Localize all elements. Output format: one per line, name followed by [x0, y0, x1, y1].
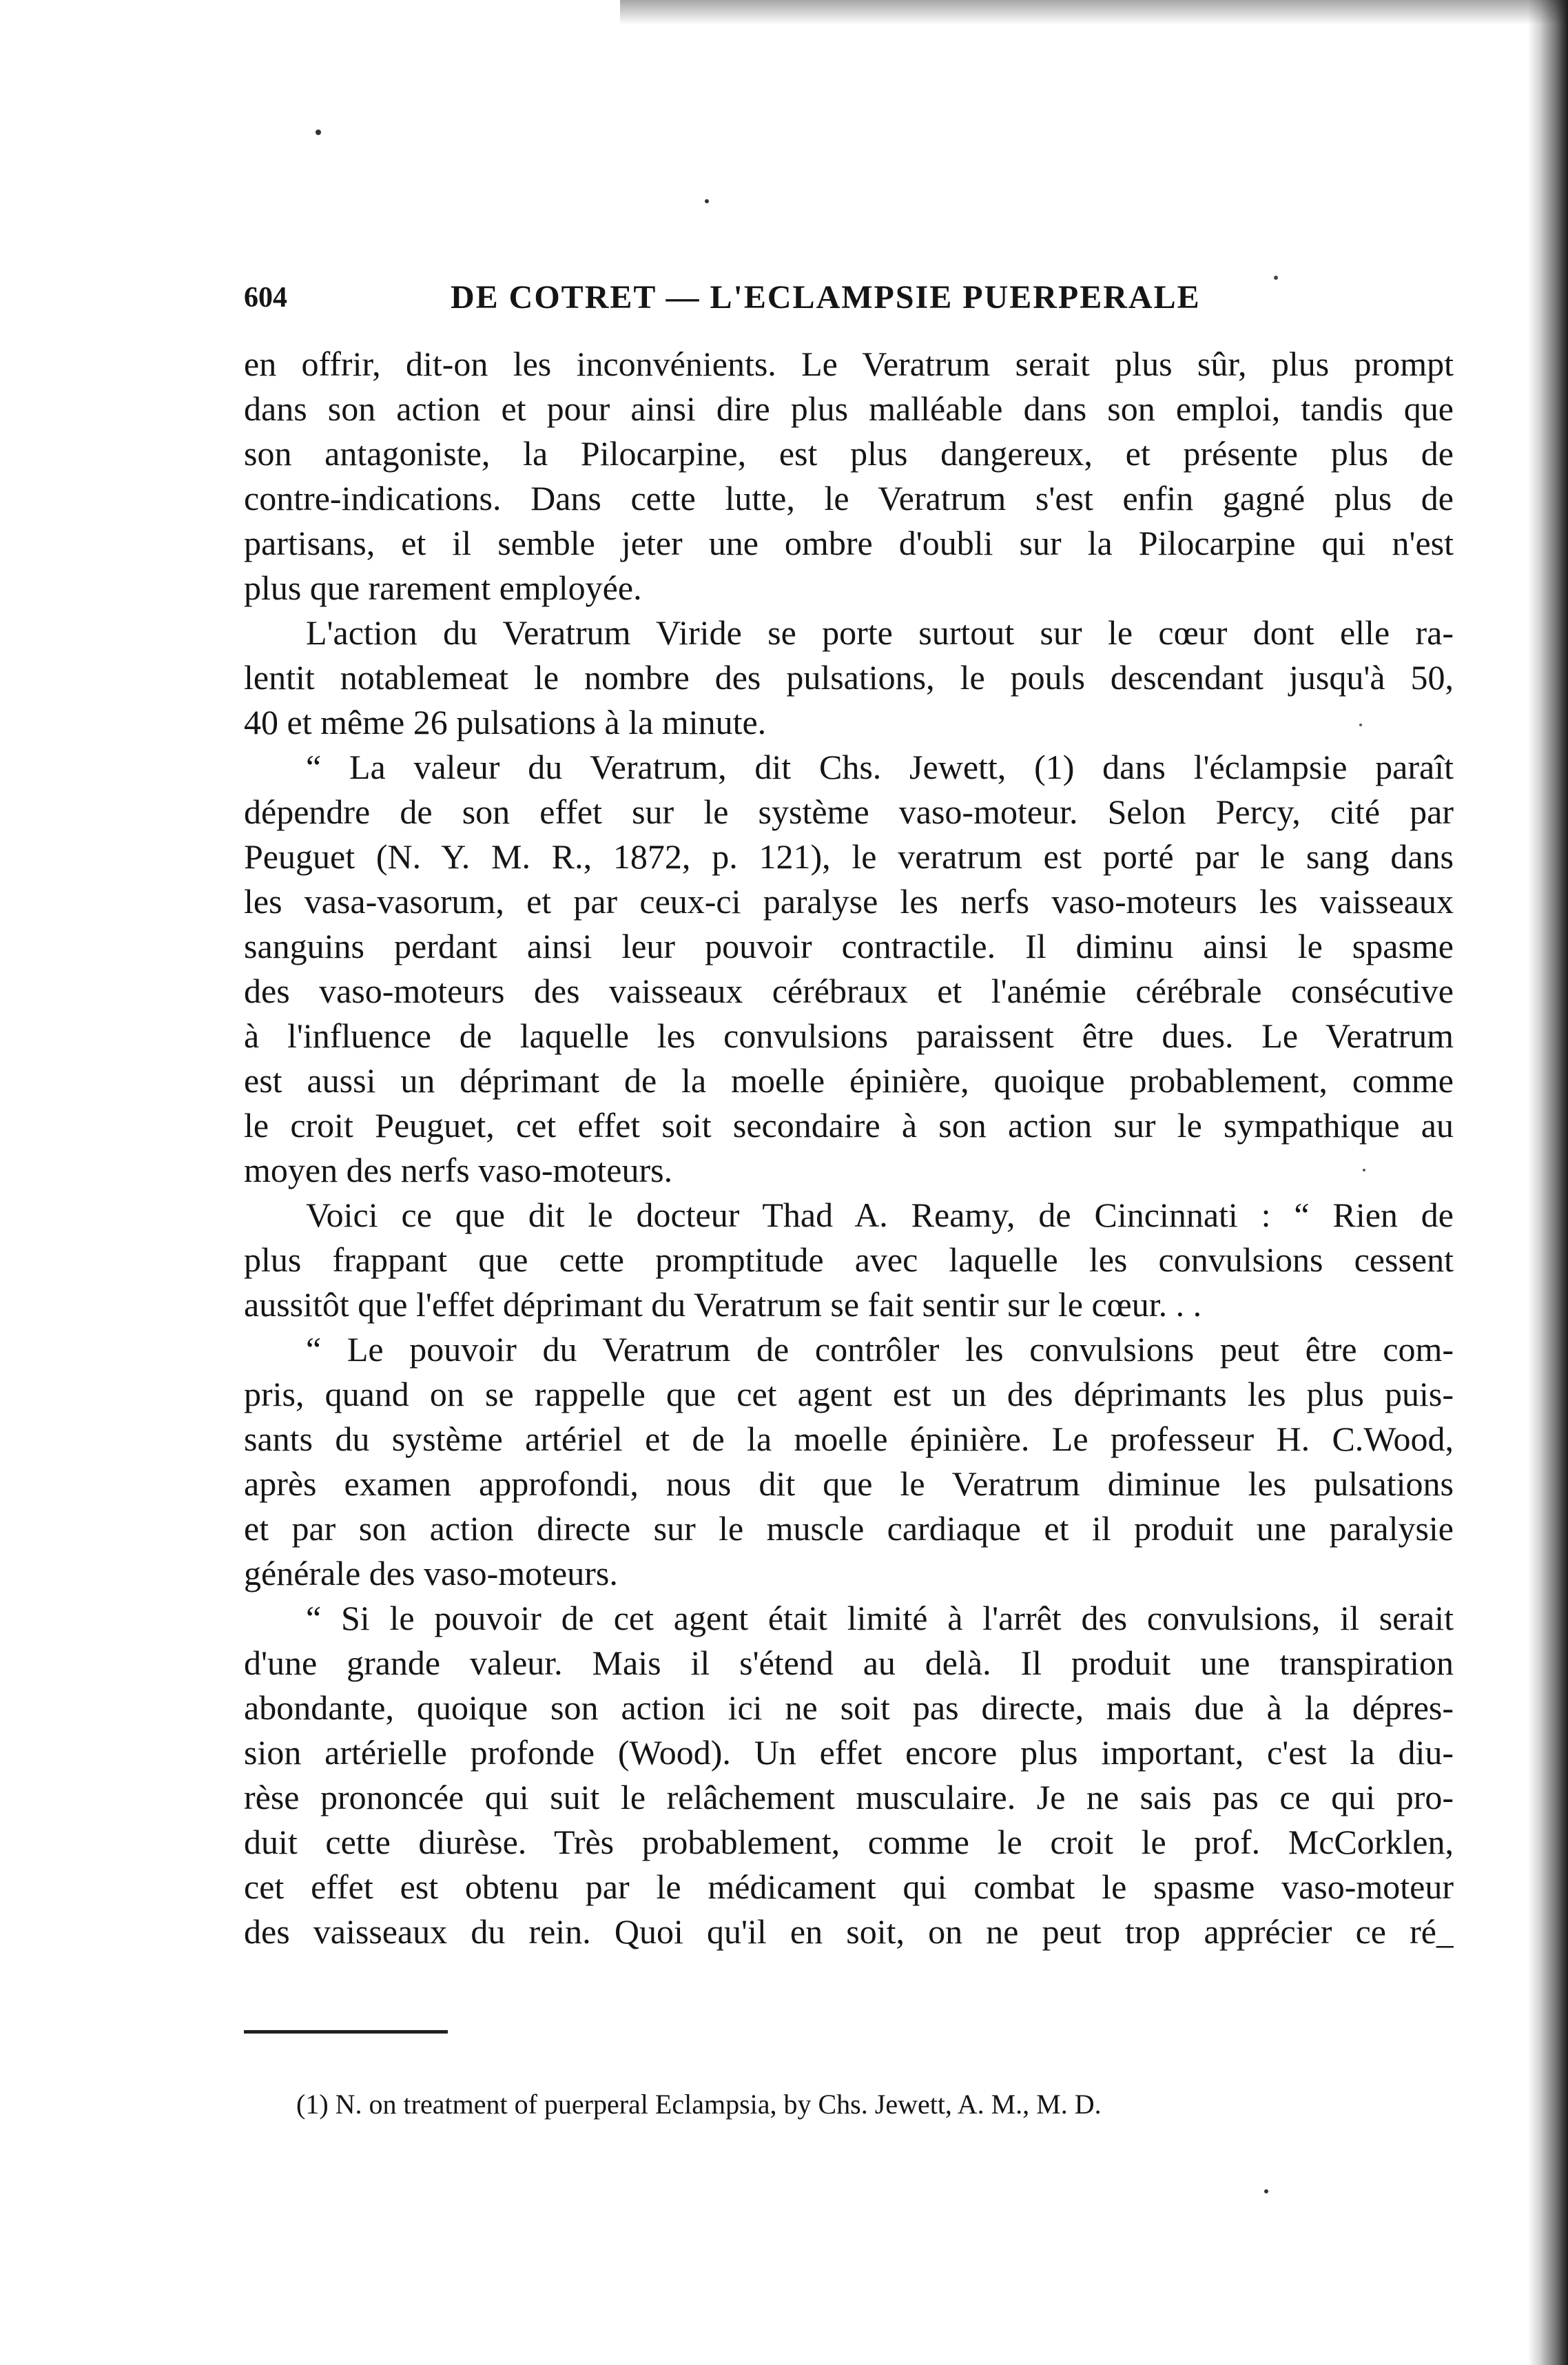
- text-line: aussitôt que l'effet déprimant du Veratrum se fait sentir sur le cœur. . .: [244, 1285, 1202, 1324]
- text-line: après examen approfondi, nous dit que le Veratrum diminue les pulsations: [244, 1464, 1454, 1503]
- text-line: 40 et même 26 pulsations à la minute.: [244, 703, 767, 741]
- text-line: “ La valeur du Veratrum, dit Chs. Jewett, (1) dans l'éclampsie paraît: [306, 748, 1454, 786]
- text-line: des vaso-moteurs des vaisseaux cérébraux et l'anémie cérébrale consécutive: [244, 972, 1454, 1010]
- text-line: plus frappant que cette promptitude avec laquelle les convulsions cessent: [244, 1240, 1454, 1279]
- text-line: son antagoniste, la Pilocarpine, est plus dangereux, et présente plus de: [244, 434, 1454, 473]
- text-line: les vasa-vasorum, et par ceux-ci paralyse les nerfs vaso-moteurs les vaisseaux: [244, 882, 1454, 921]
- text-line: partisans, et il semble jeter une ombre d'oubli sur la Pilocarpine qui n'est: [244, 524, 1454, 562]
- speck: [1274, 276, 1278, 280]
- text-line: Peuguet (N. Y. M. R., 1872, p. 121), le veratrum est porté par le sang dans: [244, 837, 1454, 876]
- text-line: lentit notablemeat le nombre des pulsations, le pouls descendant jusqu'à 50,: [244, 658, 1454, 697]
- text-line: sants du système artériel et de la moelle épinière. Le professeur H. C.Wood,: [244, 1420, 1454, 1458]
- speck: [1264, 2189, 1268, 2193]
- text-line: duit cette diurèse. Très probablement, comme le croit le prof. McCorklen,: [244, 1823, 1454, 1861]
- speck: [316, 130, 321, 135]
- text-line: et par son action directe sur le muscle cardiaque et il produit une paralysie: [244, 1509, 1454, 1548]
- text-line: “ Si le pouvoir de cet agent était limité à l'arrêt des convulsions, il serait: [306, 1599, 1454, 1637]
- text-line: à l'influence de laquelle les convulsions paraissent être dues. Le Veratrum: [244, 1016, 1454, 1055]
- speck: [1363, 1169, 1365, 1171]
- footnote: (1) N. on treatment of puerperal Eclampsia, by Chs. Jewett, A. M., M. D.: [296, 2089, 1102, 2120]
- text-line: est aussi un déprimant de la moelle épinière, quoique probablement, comme: [244, 1061, 1454, 1100]
- text-line: plus que rarement employée.: [244, 569, 642, 607]
- text-line: cet effet est obtenu par le médicament qui combat le spasme vaso-moteur: [244, 1867, 1454, 1906]
- text-line: rèse prononcée qui suit le relâchement musculaire. Je ne sais pas ce qui pro-: [244, 1778, 1454, 1816]
- text-line: sion artérielle profonde (Wood). Un effet encore plus important, c'est la diu-: [244, 1733, 1454, 1772]
- speck: [1359, 724, 1362, 726]
- text-line: pris, quand on se rappelle que cet agent est un des déprimants les plus puis-: [244, 1375, 1454, 1413]
- text-line: d'une grande valeur. Mais il s'étend au delà. Il produit une transpiration: [244, 1644, 1454, 1682]
- text-line: dans son action et pour ainsi dire plus malléable dans son emploi, tandis que: [244, 389, 1454, 428]
- text-line: dépendre de son effet sur le système vaso-moteur. Selon Percy, cité par: [244, 792, 1454, 831]
- text-line: Voici ce que dit le docteur Thad A. Reamy, de Cincinnati : “ Rien de: [306, 1196, 1454, 1234]
- running-title: DE COTRET — L'ECLAMPSIE PUERPERALE: [451, 279, 1201, 316]
- text-line: moyen des nerfs vaso-moteurs.: [244, 1151, 673, 1189]
- text-line: L'action du Veratrum Viride se porte surtout sur le cœur dont elle ra-: [306, 613, 1454, 652]
- page-number: 604: [244, 282, 287, 314]
- text-line: “ Le pouvoir du Veratrum de contrôler les convulsions peut être com-: [306, 1330, 1454, 1369]
- speck: [705, 199, 709, 203]
- text-line: abondante, quoique son action ici ne soit pas directe, mais due à la dépres-: [244, 1688, 1454, 1727]
- text-line: contre-indications. Dans cette lutte, le Veratrum s'est enfin gagné plus de: [244, 479, 1454, 518]
- text-line: des vaisseaux du rein. Quoi qu'il en soit, on ne peut trop apprécier ce ré_: [244, 1912, 1454, 1951]
- text-line: en offrir, dit-on les inconvénients. Le Veratrum serait plus sûr, plus prompt: [244, 345, 1454, 383]
- text-line: générale des vaso-moteurs.: [244, 1554, 618, 1593]
- text-line: sanguins perdant ainsi leur pouvoir contractile. Il diminu ainsi le spasme: [244, 927, 1454, 965]
- text-line: le croit Peuguet, cet effet soit secondaire à son action sur le sympathique au: [244, 1106, 1454, 1145]
